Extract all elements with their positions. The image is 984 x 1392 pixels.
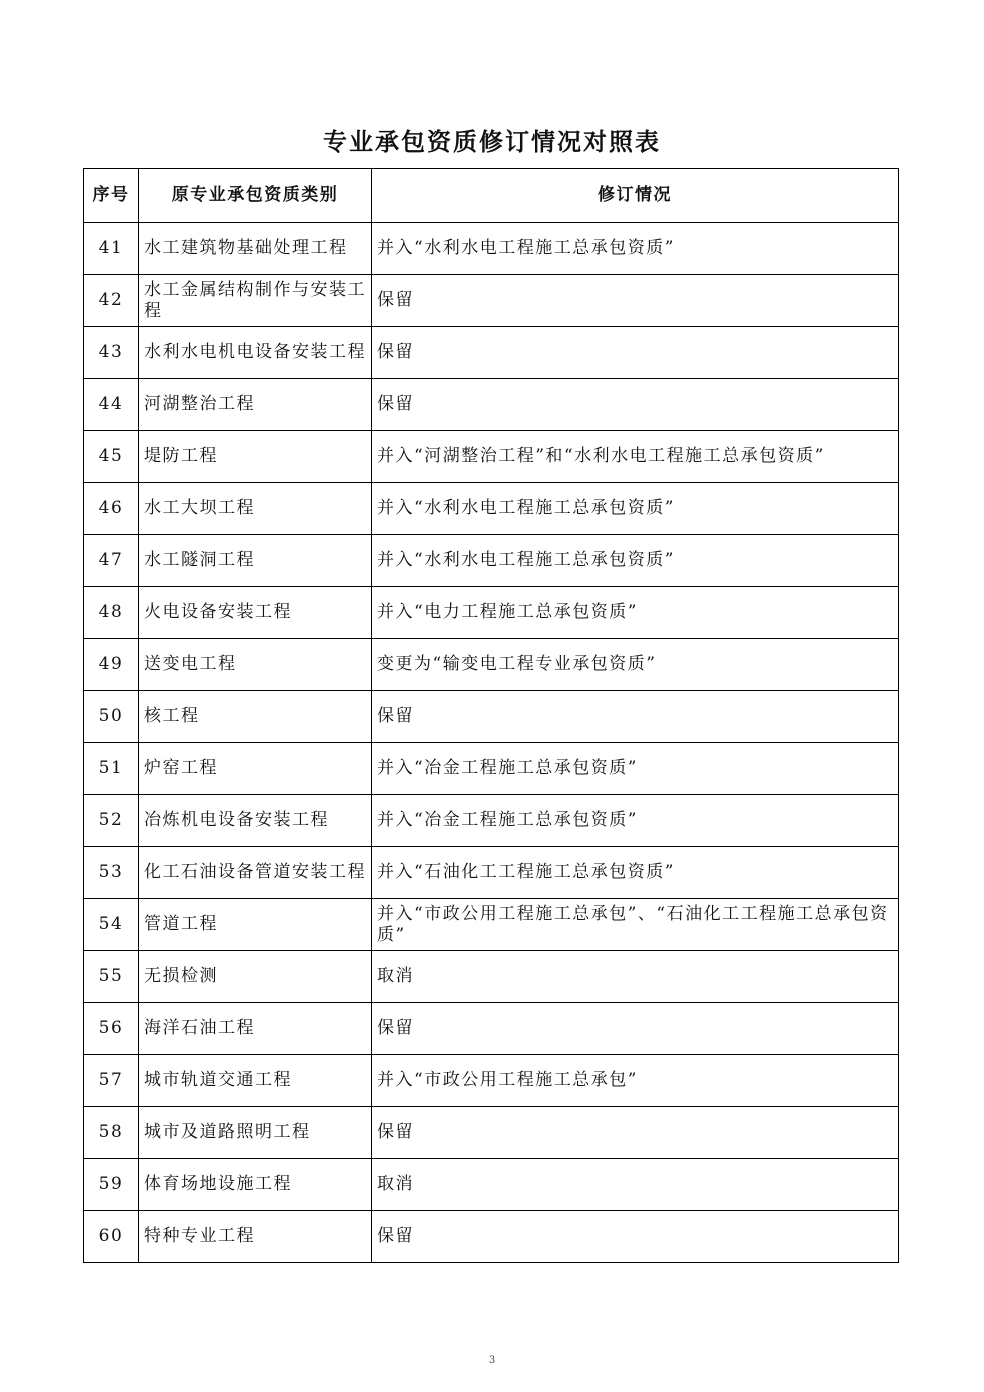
row-serial-number: 53 — [84, 847, 139, 899]
row-serial-number: 41 — [84, 223, 139, 275]
row-serial-number: 57 — [84, 1055, 139, 1107]
table-row — [84, 431, 899, 483]
row-revision-status: 保留 — [372, 327, 899, 379]
row-serial-number: 60 — [84, 1211, 139, 1263]
table-row — [84, 1159, 899, 1211]
row-revision-status: 并入“电力工程施工总承包资质” — [372, 587, 899, 639]
row-original-category: 特种专业工程 — [139, 1211, 372, 1263]
table-row — [84, 535, 899, 587]
row-serial-number: 48 — [84, 587, 139, 639]
row-original-category: 炉窑工程 — [139, 743, 372, 795]
row-original-category: 城市及道路照明工程 — [139, 1107, 372, 1159]
row-serial-number: 54 — [84, 899, 139, 951]
table-row — [84, 1055, 899, 1107]
row-serial-number: 56 — [84, 1003, 139, 1055]
row-revision-status: 保留 — [372, 1211, 899, 1263]
table-body — [84, 223, 899, 1263]
table-row — [84, 743, 899, 795]
row-original-category: 水工大坝工程 — [139, 483, 372, 535]
table-row — [84, 899, 899, 951]
row-original-category: 水工隧洞工程 — [139, 535, 372, 587]
row-revision-status: 保留 — [372, 1003, 899, 1055]
row-serial-number: 47 — [84, 535, 139, 587]
row-original-category: 送变电工程 — [139, 639, 372, 691]
table-row — [84, 951, 899, 1003]
row-revision-status: 保留 — [372, 275, 899, 327]
header-revision-status: 修订情况 — [372, 169, 899, 223]
row-original-category: 水利水电机电设备安装工程 — [139, 327, 372, 379]
row-revision-status: 并入“市政公用工程施工总承包”、“石油化工工程施工总承包资质” — [372, 899, 899, 951]
table-row — [84, 847, 899, 899]
row-revision-status: 取消 — [372, 1159, 899, 1211]
row-serial-number: 52 — [84, 795, 139, 847]
table-row — [84, 483, 899, 535]
row-revision-status: 并入“冶金工程施工总承包资质” — [372, 743, 899, 795]
row-original-category: 海洋石油工程 — [139, 1003, 372, 1055]
table-row — [84, 327, 899, 379]
row-serial-number: 55 — [84, 951, 139, 1003]
row-revision-status: 取消 — [372, 951, 899, 1003]
row-revision-status: 并入“石油化工工程施工总承包资质” — [372, 847, 899, 899]
row-original-category: 管道工程 — [139, 899, 372, 951]
row-serial-number: 51 — [84, 743, 139, 795]
row-serial-number: 58 — [84, 1107, 139, 1159]
page-title: 专业承包资质修订情况对照表 — [323, 128, 661, 156]
row-revision-status: 保留 — [372, 691, 899, 743]
row-original-category: 城市轨道交通工程 — [139, 1055, 372, 1107]
row-revision-status: 并入“冶金工程施工总承包资质” — [372, 795, 899, 847]
table-row — [84, 1003, 899, 1055]
row-original-category: 河湖整治工程 — [139, 379, 372, 431]
table-row — [84, 1107, 899, 1159]
table-row — [84, 639, 899, 691]
row-revision-status: 保留 — [372, 379, 899, 431]
row-revision-status: 并入“河湖整治工程”和“水利水电工程施工总承包资质” — [372, 431, 899, 483]
row-original-category: 火电设备安装工程 — [139, 587, 372, 639]
row-serial-number: 43 — [84, 327, 139, 379]
revision-comparison-table — [83, 168, 899, 1263]
row-original-category: 堤防工程 — [139, 431, 372, 483]
row-revision-status: 并入“市政公用工程施工总承包” — [372, 1055, 899, 1107]
table-header-row — [84, 169, 899, 223]
table-row — [84, 795, 899, 847]
row-revision-status: 并入“水利水电工程施工总承包资质” — [372, 483, 899, 535]
row-original-category: 水工建筑物基础处理工程 — [139, 223, 372, 275]
row-serial-number: 59 — [84, 1159, 139, 1211]
row-serial-number: 49 — [84, 639, 139, 691]
row-original-category: 核工程 — [139, 691, 372, 743]
row-revision-status: 变更为“输变电工程专业承包资质” — [372, 639, 899, 691]
row-original-category: 化工石油设备管道安装工程 — [139, 847, 372, 899]
row-serial-number: 46 — [84, 483, 139, 535]
table-row — [84, 223, 899, 275]
row-revision-status: 并入“水利水电工程施工总承包资质” — [372, 535, 899, 587]
row-serial-number: 42 — [84, 275, 139, 327]
header-serial-number: 序号 — [84, 169, 139, 223]
header-original-category: 原专业承包资质类别 — [139, 169, 372, 223]
table-row — [84, 691, 899, 743]
row-serial-number: 50 — [84, 691, 139, 743]
row-original-category: 水工金属结构制作与安装工程 — [139, 275, 372, 327]
page-number: 3 — [488, 1355, 496, 1366]
row-original-category: 无损检测 — [139, 951, 372, 1003]
row-original-category: 体育场地设施工程 — [139, 1159, 372, 1211]
table-row — [84, 1211, 899, 1263]
table-row — [84, 587, 899, 639]
row-revision-status: 保留 — [372, 1107, 899, 1159]
row-revision-status: 并入“水利水电工程施工总承包资质” — [372, 223, 899, 275]
row-serial-number: 44 — [84, 379, 139, 431]
row-serial-number: 45 — [84, 431, 139, 483]
table-row — [84, 379, 899, 431]
row-original-category: 冶炼机电设备安装工程 — [139, 795, 372, 847]
table-row — [84, 275, 899, 327]
